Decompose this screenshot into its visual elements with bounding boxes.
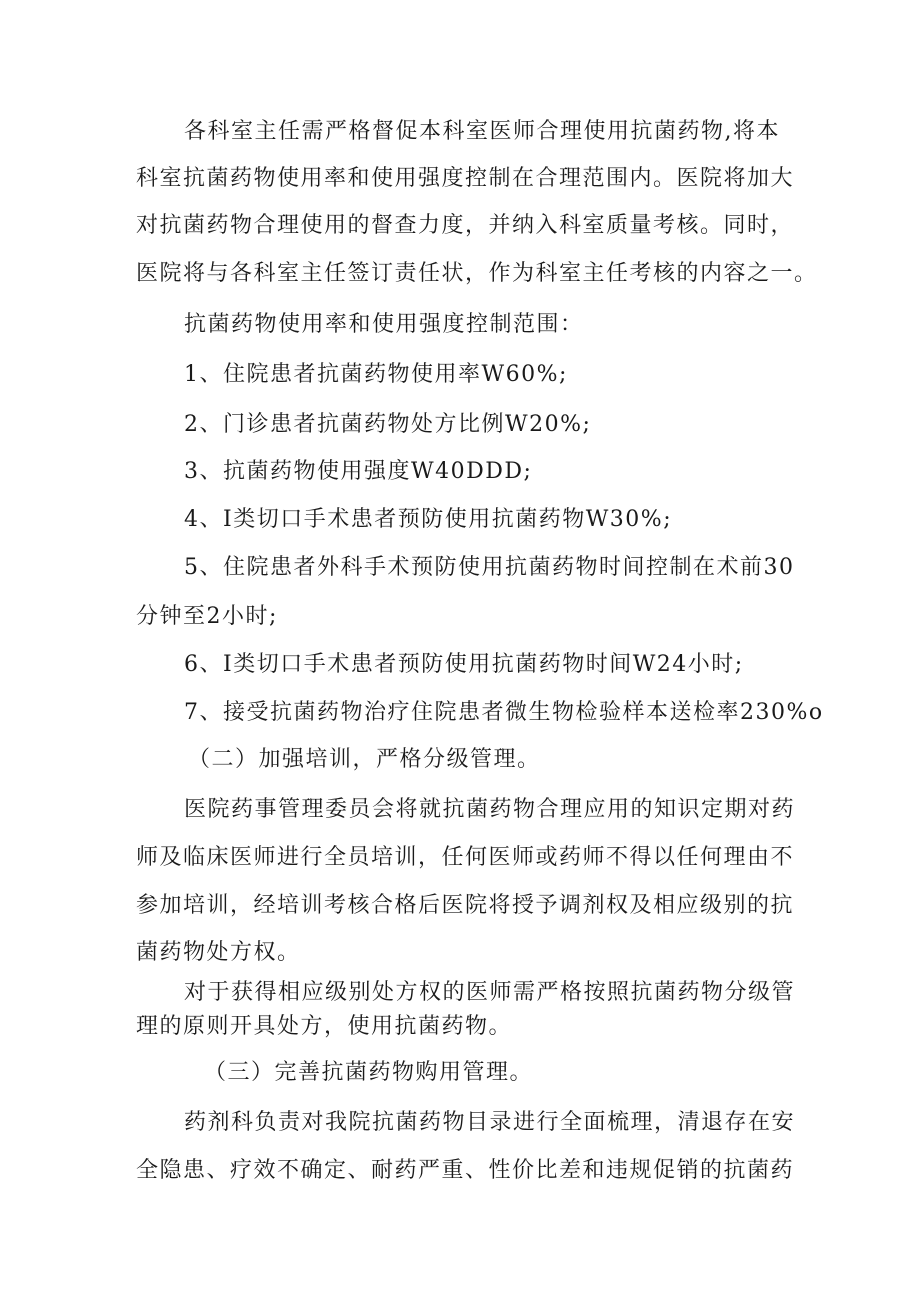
scope-heading: 抗菌药物使用率和使用强度控制范围： — [184, 312, 584, 337]
paragraph-3-line-2: 理的原则开具处方，使用抗菌药物。 — [136, 1014, 513, 1039]
list-item-6: 6、I类切口手术患者预防使用抗菌药物时间W24小时; — [184, 652, 744, 677]
paragraph-3-line-1: 对于获得相应级别处方权的医师需严格按照抗菌药物分级管 — [184, 980, 796, 1005]
paragraph-2-line-3: 参加培训，经培训考核合格后医院将授予调剂权及相应级别的抗 — [136, 893, 795, 918]
paragraph-1-line-1: 各科室主任需严格督促本科室医师合理使用抗菌药物,将本 — [184, 119, 780, 144]
paragraph-2-line-2: 师及临床医师进行全员培训，任何医师或药师不得以任何理由不 — [136, 845, 795, 870]
paragraph-1-line-2: 科室抗菌药物使用率和使用强度控制在合理范围内。医院将加大 — [136, 166, 795, 191]
list-item-2: 2、门诊患者抗菌药物处方比例W20%; — [184, 412, 592, 437]
paragraph-4-line-2: 全隐患、疗效不确定、耐药严重、性价比差和违规促销的抗菌药 — [136, 1158, 795, 1183]
list-item-5: 5、住院患者外科手术预防使用抗菌药物时间控制在术前30 — [184, 555, 795, 580]
paragraph-2-line-4: 菌药物处方权。 — [136, 940, 301, 965]
paragraph-2-line-1: 医院药事管理委员会将就抗菌药物合理应用的知识定期对药 — [184, 797, 796, 822]
list-item-3: 3、抗菌药物使用强度W40DDD; — [184, 459, 533, 484]
list-item-1: 1、住院患者抗菌药物使用率W60%; — [184, 362, 568, 387]
paragraph-4-line-1: 药剂科负责对我院抗菌药物目录进行全面梳理，清退存在安 — [184, 1110, 796, 1135]
paragraph-1-line-4: 医院将与各科室主任签订责任状，作为科室主任考核的内容之一。 — [136, 261, 818, 286]
list-item-7: 7、接受抗菌药物治疗住院患者微生物检验样本送检率230%o — [184, 700, 824, 725]
list-item-4: 4、I类切口手术患者预防使用抗菌药物W30%; — [184, 507, 673, 532]
paragraph-1-line-3: 对抗菌药物合理使用的督查力度，并纳入科室质量考核。同时， — [136, 213, 795, 238]
list-item-5-continued: 分钟至2小时; — [136, 604, 278, 629]
section-3-heading: （三）完善抗菌药物购用管理。 — [204, 1060, 534, 1085]
section-2-heading: （二）加强培训，严格分级管理。 — [188, 747, 541, 772]
